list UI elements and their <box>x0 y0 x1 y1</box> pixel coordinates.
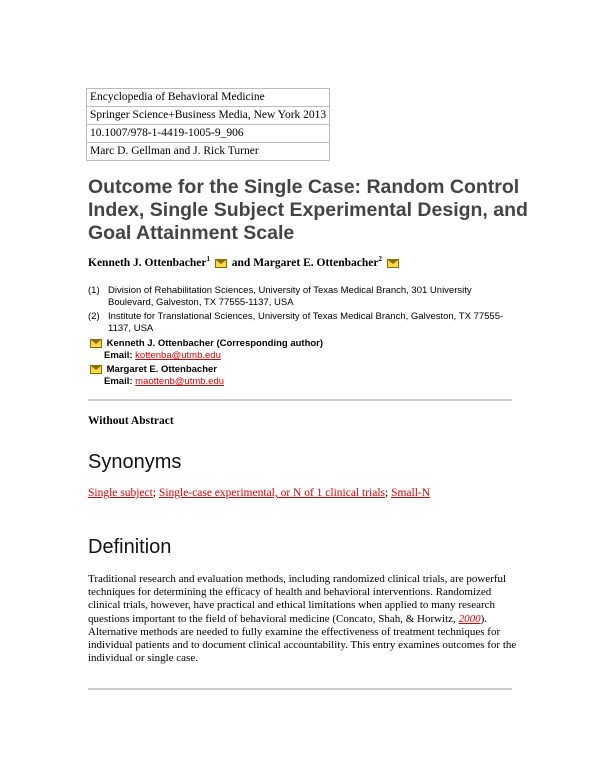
email-icon <box>90 365 102 374</box>
citation-link[interactable]: 2000 <box>458 612 481 625</box>
email-label: Email: <box>104 350 133 361</box>
affiliation-2 <box>88 311 518 335</box>
affiliation-number: (1) <box>88 285 100 296</box>
synonym-separator: ; <box>385 487 389 499</box>
synonym-link[interactable]: Small-N <box>391 487 431 499</box>
definition-text-cont: ). Alternative methods are needed to fully examine the effectiveness of treatment techniques for individual patients and to document clinical accountability. This entry examines outcomes for the individual or single case. <box>88 612 517 665</box>
author-2-sup: 2 <box>378 255 382 263</box>
contact-1 <box>88 338 323 362</box>
without-abstract: Without Abstract <box>88 415 174 427</box>
author-1-name: Kenneth J. Ottenbacher <box>88 256 207 269</box>
page-title: Outcome for the Single Case: Random Control Index, Single Subject Experimental Design, and Goal Attainment Scale <box>88 176 528 244</box>
affiliation-text: Division of Rehabilitation Sciences, University of Texas Medical Branch, 301 University Boulevard, Galveston, TX 77555-1137, USA <box>108 285 472 308</box>
definition-heading: Definition <box>88 536 172 558</box>
metadata-table <box>86 88 330 161</box>
synonym-link[interactable]: Single subject <box>88 487 153 499</box>
meta-publisher: Springer Science+Business Media, New York 2013 <box>87 107 330 125</box>
divider <box>88 688 512 690</box>
author-2-name: Margaret E. Ottenbacher <box>253 256 379 269</box>
email-label: Email: <box>104 376 133 387</box>
contact-name: Kenneth J. Ottenbacher (Corresponding author) <box>106 338 324 349</box>
synonyms-heading: Synonyms <box>88 451 182 473</box>
email-icon[interactable] <box>215 259 227 268</box>
email-link[interactable]: maottenb@utmb.edu <box>135 376 225 387</box>
contact-2 <box>88 364 224 388</box>
author-1-sup: 1 <box>206 255 211 263</box>
definition-text: Traditional research and evaluation methods, including randomized clinical trials, are powerful techniques for determining the efficacy of health and behavioral interventions. Randomized clinical trials, however, have practical and ethical limitations when applied to many research questions important to the field of behavioral medicine (Concato, Shah, & Horwitz, <box>88 573 507 625</box>
synonym-link[interactable]: Single-case experimental, or N of 1 clinical trials <box>158 487 386 499</box>
email-link[interactable]: kottenba@utmb.edu <box>135 350 221 361</box>
meta-book: Encyclopedia of Behavioral Medicine <box>87 89 330 107</box>
author-and: and <box>231 256 251 269</box>
synonyms-list <box>88 487 430 499</box>
synonym-separator: ; <box>152 487 157 499</box>
affiliation-number: (2) <box>88 311 100 322</box>
email-icon[interactable] <box>387 259 399 268</box>
meta-doi: 10.1007/978-1-4419-1005-9_906 <box>87 125 330 143</box>
affiliation-text: Institute for Translational Sciences, University of Texas Medical Branch, Galveston, TX 77555-1137, USA <box>108 311 504 334</box>
meta-editors: Marc D. Gellman and J. Rick Turner <box>87 143 330 161</box>
divider <box>88 399 512 401</box>
affiliation-1 <box>88 285 518 309</box>
email-icon <box>90 339 102 348</box>
author-line <box>88 255 401 269</box>
contact-name: Margaret E. Ottenbacher <box>106 364 217 375</box>
definition-paragraph <box>88 573 518 665</box>
